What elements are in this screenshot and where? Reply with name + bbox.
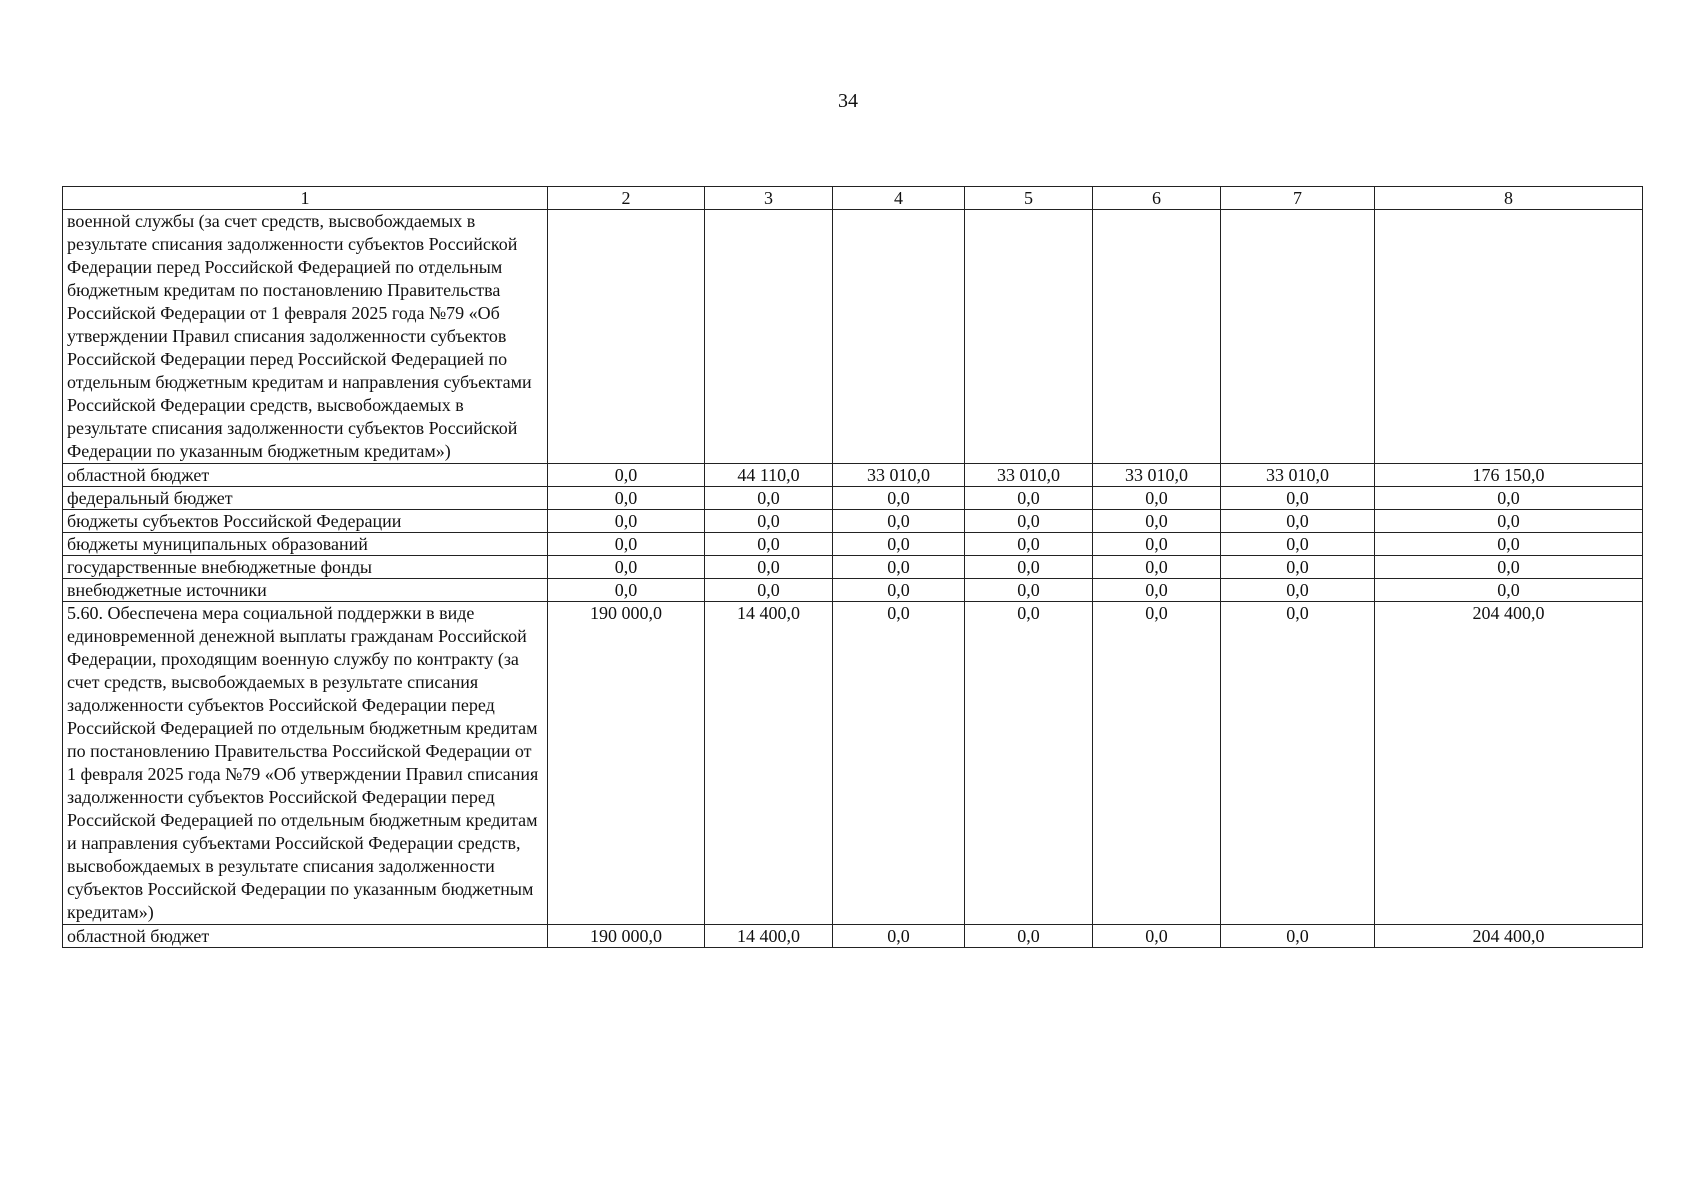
- value-cell: 0,0: [965, 510, 1093, 533]
- funding-source-label: бюджеты субъектов Российской Федерации: [63, 510, 548, 533]
- value-cell: 0,0: [1221, 602, 1375, 925]
- value-cell: 0,0: [1221, 487, 1375, 510]
- value-cell: 0,0: [965, 579, 1093, 602]
- value-cell: 0,0: [1093, 487, 1221, 510]
- column-header: 1: [63, 187, 548, 210]
- empty-cell: [548, 210, 705, 464]
- value-cell: 0,0: [833, 487, 965, 510]
- value-cell: 0,0: [965, 602, 1093, 925]
- column-header: 5: [965, 187, 1093, 210]
- column-header: 7: [1221, 187, 1375, 210]
- value-cell: 0,0: [833, 556, 965, 579]
- funding-source-row: [63, 556, 1643, 579]
- value-cell: 33 010,0: [1093, 464, 1221, 487]
- value-cell: 0,0: [705, 510, 833, 533]
- value-cell: 14 400,0: [705, 602, 833, 925]
- value-cell: 0,0: [965, 925, 1093, 948]
- value-cell: 0,0: [548, 579, 705, 602]
- total-cell: 176 150,0: [1375, 464, 1643, 487]
- empty-cell: [1221, 210, 1375, 464]
- item-description: военной службы (за счет средств, высвобождаемых в результате списания задолженности субъектов Российской Федерации перед Российской Федерацией по отдельным бюджетным кредитам по постановлению Правительства Российской Федерации от 1 февраля 2025 года №79 «Об утверждении Правил списания задолженности субъектов Российской Федерации перед Российской Федерацией по отдельным бюджетным кредитам и направления субъектами Российской Федерации средств, высвобождаемых в результате списания задолженности субъектов Российской Федерации по указанным бюджетным кредитам»): [63, 210, 548, 464]
- funding-source-row: [63, 579, 1643, 602]
- value-cell: 0,0: [833, 510, 965, 533]
- empty-cell: [1093, 210, 1221, 464]
- column-header: 6: [1093, 187, 1221, 210]
- total-cell: 204 400,0: [1375, 602, 1643, 925]
- value-cell: 0,0: [548, 510, 705, 533]
- value-cell: 0,0: [548, 464, 705, 487]
- value-cell: 0,0: [705, 556, 833, 579]
- total-cell: 0,0: [1375, 510, 1643, 533]
- funding-source-label: областной бюджет: [63, 464, 548, 487]
- value-cell: 0,0: [548, 533, 705, 556]
- total-cell: 0,0: [1375, 579, 1643, 602]
- funding-source-row: [63, 464, 1643, 487]
- value-cell: 190 000,0: [548, 602, 705, 925]
- value-cell: 0,0: [833, 533, 965, 556]
- value-cell: 0,0: [548, 556, 705, 579]
- page-number: 34: [838, 90, 858, 112]
- value-cell: 44 110,0: [705, 464, 833, 487]
- value-cell: 0,0: [965, 556, 1093, 579]
- value-cell: 0,0: [548, 487, 705, 510]
- item-description: 5.60. Обеспечена мера социальной поддержки в виде единовременной денежной выплаты гражданам Российской Федерации, проходящим военную службу по контракту (за счет средств, высвобождаемых в результате списания задолженности субъектов Российской Федерации перед Российской Федерацией по отдельным бюджетным кредитам по постановлению Правительства Российской Федерации от 1 февраля 2025 года №79 «Об утверждении Правил списания задолженности субъектов Российской Федерации перед Российской Федерацией по отдельным бюджетным кредитам и направления субъектами Российской Федерации средств, высвобождаемых в результате списания задолженности субъектов Российской Федерации по указанным бюджетным кредитам»): [63, 602, 548, 925]
- funding-source-label: федеральный бюджет: [63, 487, 548, 510]
- value-cell: 0,0: [833, 579, 965, 602]
- value-cell: 14 400,0: [705, 925, 833, 948]
- value-cell: 0,0: [705, 579, 833, 602]
- funding-source-row: [63, 487, 1643, 510]
- funding-source-row: [63, 533, 1643, 556]
- value-cell: 190 000,0: [548, 925, 705, 948]
- funding-source-label: внебюджетные источники: [63, 579, 548, 602]
- column-header: 3: [705, 187, 833, 210]
- item-description-row: [63, 602, 1643, 925]
- empty-cell: [833, 210, 965, 464]
- funding-source-label: государственные внебюджетные фонды: [63, 556, 548, 579]
- value-cell: 0,0: [1221, 510, 1375, 533]
- empty-cell: [705, 210, 833, 464]
- value-cell: 0,0: [965, 533, 1093, 556]
- empty-cell: [1375, 210, 1643, 464]
- value-cell: 0,0: [705, 533, 833, 556]
- value-cell: 33 010,0: [1221, 464, 1375, 487]
- empty-cell: [965, 210, 1093, 464]
- value-cell: 33 010,0: [965, 464, 1093, 487]
- funding-source-row: [63, 925, 1643, 948]
- value-cell: 0,0: [1221, 579, 1375, 602]
- item-description-row: [63, 210, 1643, 464]
- budget-table: [62, 186, 1643, 948]
- value-cell: 0,0: [1093, 556, 1221, 579]
- value-cell: 0,0: [1221, 556, 1375, 579]
- value-cell: 0,0: [1093, 510, 1221, 533]
- value-cell: 0,0: [1093, 602, 1221, 925]
- funding-source-label: областной бюджет: [63, 925, 548, 948]
- funding-source-row: [63, 510, 1643, 533]
- value-cell: 0,0: [1093, 533, 1221, 556]
- value-cell: 0,0: [1221, 925, 1375, 948]
- value-cell: 0,0: [1221, 533, 1375, 556]
- value-cell: 0,0: [965, 487, 1093, 510]
- table-header-row: [63, 187, 1643, 210]
- total-cell: 0,0: [1375, 556, 1643, 579]
- total-cell: 0,0: [1375, 487, 1643, 510]
- value-cell: 0,0: [833, 602, 965, 925]
- total-cell: 0,0: [1375, 533, 1643, 556]
- column-header: 8: [1375, 187, 1643, 210]
- value-cell: 0,0: [1093, 579, 1221, 602]
- value-cell: 0,0: [705, 487, 833, 510]
- value-cell: 0,0: [1093, 925, 1221, 948]
- total-cell: 204 400,0: [1375, 925, 1643, 948]
- value-cell: 33 010,0: [833, 464, 965, 487]
- column-header: 2: [548, 187, 705, 210]
- funding-source-label: бюджеты муниципальных образований: [63, 533, 548, 556]
- value-cell: 0,0: [833, 925, 965, 948]
- column-header: 4: [833, 187, 965, 210]
